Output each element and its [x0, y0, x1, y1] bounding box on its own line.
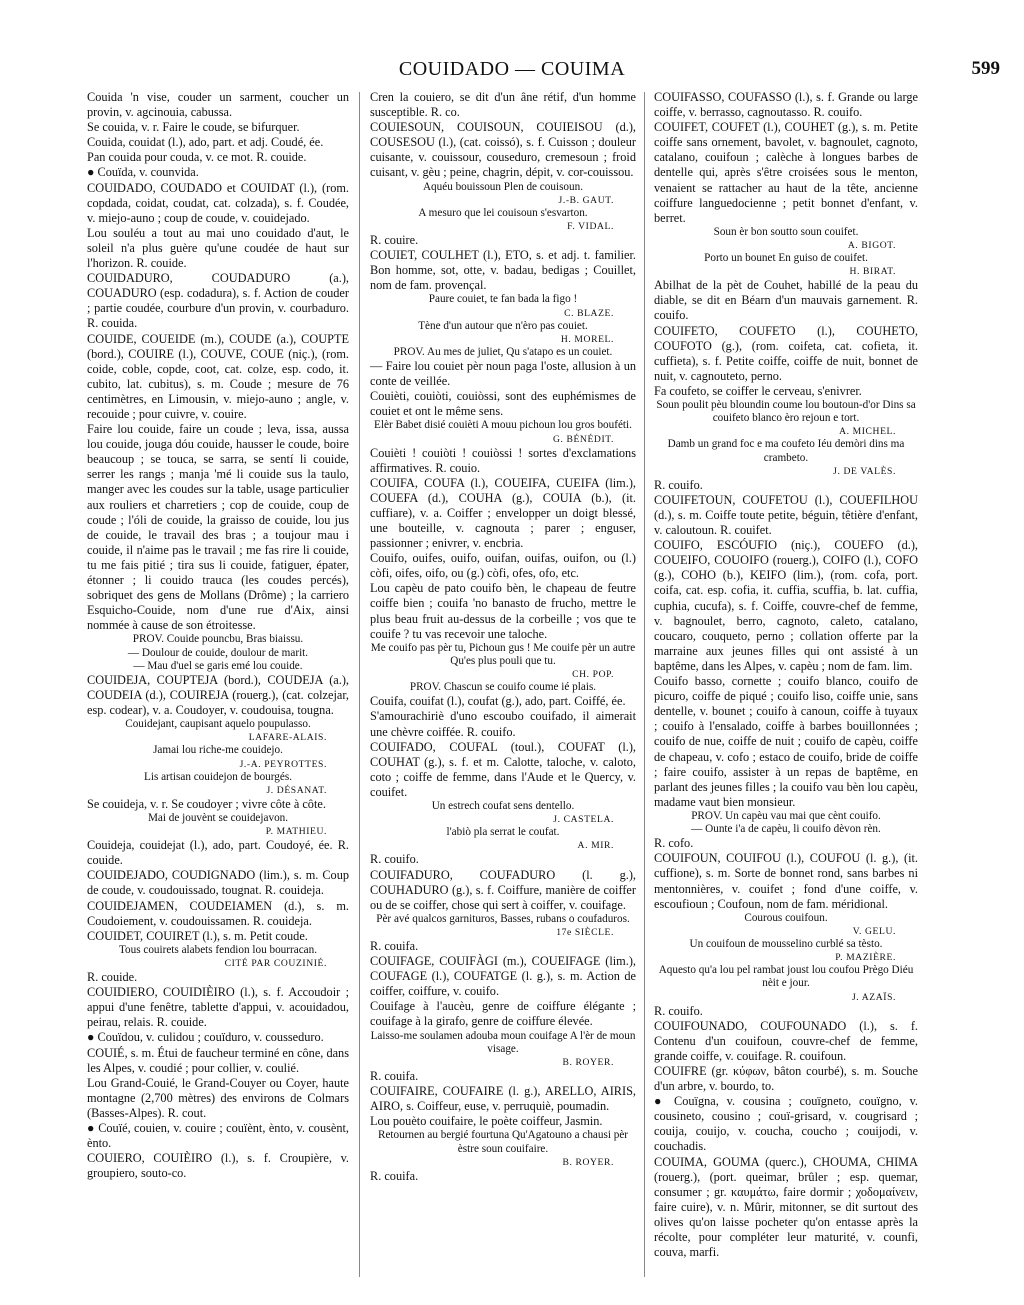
- attribution: J. DÉSANAT.: [266, 784, 327, 796]
- entry-paragraph: Couièti ! couiòti ! couiòssi ! sortes d'exclamations affirmatives. R. couio.: [370, 445, 636, 475]
- entry-paragraph: Couifo basso, cornette ; couifo blanco, couifo de picuro, coiffe de piqué ; couifo liso, coiffe unie, sans dentelle, v. bounet ; couifo à canoun, coiffe à tuyaux ; couifo à l'ensalado, coiffe à barbes bouillonnées ; couifo de nue, coiffe de nuit ; couifo de capèu, coiffe de chapeau, v. cofo ; estaco de couifo, bride de coiffe ; faire couifo, assister à un repas de baptême, en parlant des jeunes filles ; la couifo vau bèn lou capèu, madame vaut bien monsieur.: [654, 674, 918, 809]
- quotation: Soun poulit pèu bloundin coume lou boutoun-d'or Dins sa couifeto blanco èro rejoun e tort.: [656, 399, 916, 425]
- quotation: Me couifo pas pèr tu, Pichoun gus ! Me couife pèr un autre Qu'es plus pouli que tu.: [370, 641, 636, 667]
- entry-paragraph: COUIET, COULHET (l.), ETO, s. et adj. t. familier. Bon homme, sot, otte, v. badau, bedigas ; Couillet, nom de fam. provençal.: [370, 248, 636, 293]
- quotation: Porto un bounet En guiso de couifet.: [704, 252, 868, 265]
- entry-paragraph: Fa coufeto, se coiffer le cerveau, s'enivrer.: [654, 383, 862, 398]
- attribution: LAFARE-ALAIS.: [248, 732, 327, 744]
- quotation: Couidejant, caupisant aquelo poupulasso.: [125, 718, 311, 731]
- quotation: Tène d'un autour que n'èro pas couiet.: [418, 319, 588, 332]
- entry-paragraph: COUIDADO, COUDADO et COUIDAT (l.), (rom. copdada, coidat, coudat, cat. colzada), s. f. Coudée, v. miejo-auno ; coup de coude, v. couidejado.: [87, 180, 349, 225]
- entry-paragraph: COUIDADURO, COUDADURO (a.), COUADURO (esp. codadura), s. f. Action de couder ; partie coudée, courbure d'un provin, v. courbaduro. R. couida.: [87, 271, 349, 331]
- attribution: A. MICHEL.: [839, 426, 896, 438]
- attribution: H. BIRAT.: [849, 266, 896, 278]
- entry-paragraph: COUIFETO, COUFETO (l.), COUHETO, COUFOTO (g.), (rom. coifeta, cat. cofieta, it. cuffieta), s. f. Petite coiffe, coiffe de nuit, bonnet de nuit, v. cagnouteto, perno.: [654, 323, 918, 383]
- entry-paragraph: COUIDEJA, COUPTEJA (bord.), COUDEJA (a.), COUDEIA (d.), COUIREJA (rouerg.), (cat. colzejar, esp. codear), v. a. Coudoyer, v. coudouisa, tougna.: [87, 672, 349, 718]
- attribution: 17e SIÈCLE.: [556, 927, 614, 938]
- quotation: Tous couirets alabets fendion lou bourracan.: [118, 943, 318, 956]
- entry-paragraph: COUIFADO, COUFAL (toul.), COUFAT (l.), COUHAT (g.), s. f. et m. Calotte, taloche, v. caloto, coto ; coiffe de femme, dans l'Aude et le Quercy, v. couifet.: [370, 739, 636, 799]
- entry-paragraph: COUIFOUNADO, COUFOUNADO (l.), s. f. Contenu d'un couifoun, couvre-chef de femme, grande coiffe, v. couifage. R. couifoun.: [654, 1018, 918, 1063]
- entry-paragraph: COUIFASSO, COUFASSO (l.), s. f. Grande ou large coiffe, v. berrasso, cagnoutasso. R. couifo.: [654, 90, 918, 120]
- quotation: Aquesto qu'a lou pel rambat joust lou coufou Prègo Diéu nèit e jour.: [658, 964, 914, 990]
- quotation: Elèr Babet disié couièti A mouu pichoun lou gros bouféti.: [374, 419, 632, 432]
- entry-paragraph: Couifo, ouifes, ouifo, ouifan, ouifas, ouifon, ou (l.) còfi, oifes, oifo, ou (g.) còfi, ofes, ofo, etc.: [370, 551, 636, 581]
- attribution: J. AZAÏS.: [851, 991, 896, 1003]
- column-3: [654, 90, 918, 1285]
- quotation: Pèr avé qualcos garnituros, Basses, rubans o coufaduros.: [376, 912, 630, 925]
- entry-paragraph: R. couifo.: [370, 852, 419, 867]
- page-number: 599: [971, 58, 1000, 79]
- attribution: J. CASTELA.: [553, 814, 614, 826]
- quotation: Laisso-me soulamen adouba moun couifage A l'èr de moun visage.: [370, 1029, 636, 1055]
- attribution: J.-B. GAUT.: [558, 194, 614, 206]
- entry-paragraph: COUIDEJADO, COUDIGNADO (lim.), s. m. Coup de coude, v. coudouissado, tougnat. R. couideja.: [87, 868, 349, 898]
- entry-paragraph: R. couifa.: [370, 1068, 419, 1083]
- attribution: J. DE VALÈS.: [833, 465, 896, 477]
- entry-paragraph: COUIFAGE, COUIFÀGI (m.), COUEIFAGE (lim.), COUFAGE (l.), COUFATGE (l. g.), s. m. Action de coiffer, coiffure, v. couifo.: [370, 954, 636, 999]
- entry-paragraph: Lou Grand-Couié, le Grand-Couyer ou Coyer, haute montagne (2,700 mètres) des environs de Colmars (Basses-Alpes). R. cout.: [87, 1075, 349, 1120]
- quotation: — Mau d'uel se garis emé lou couide.: [133, 659, 303, 672]
- attribution: B. ROYER.: [562, 1056, 614, 1068]
- entry-paragraph: COUIFADURO, COUFADURO (l. g.), COUHADURO (g.), s. f. Coiffure, manière de coiffer ou de se coiffer, chose qui sert à coiffer, v. couifage.: [370, 867, 636, 912]
- entry-paragraph: S'amourachiriè d'uno escoubo couifado, il aimerait une chèvre coiffée. R. couifo.: [370, 709, 636, 739]
- attribution: H. MOREL.: [560, 333, 614, 345]
- attribution: C. BLAZE.: [564, 307, 614, 319]
- quotation: Un estrech coufat sens dentello.: [431, 800, 575, 813]
- entry-paragraph: COUIFAIRE, COUFAIRE (l. g.), ARELLO, AIRIS, AIRO, s. Coiffeur, euse, v. perruquiè, poumadin.: [370, 1084, 636, 1114]
- attribution: P. MAZIÈRE.: [835, 952, 896, 964]
- entry-paragraph: COUIDET, COUIRET (l.), s. m. Petit coude.: [87, 928, 308, 943]
- entry-paragraph: COUIÉ, s. m. Étui de faucheur terminé en cône, dans les Alpes, v. coudié ; pour collier, v. coulié.: [87, 1045, 349, 1075]
- quotation: l'abiò pla serrat le coufat.: [446, 826, 560, 839]
- attribution: CITÉ PAR COUZINIÉ.: [224, 958, 327, 970]
- entry-paragraph: R. couifa.: [370, 939, 419, 953]
- entry-paragraph: Se couideja, v. r. Se coudoyer ; vivre côte à côte.: [87, 796, 326, 811]
- quotation: PROV. Un capèu vau mai que cènt couifo.: [691, 809, 881, 822]
- entry-paragraph: Couièti, couiòti, couiòssi, sont des euphémismes de couiet et ont le même sens.: [370, 389, 636, 419]
- entry-paragraph: Couifa, couifat (l.), coufat (g.), ado, part. Coiffé, ée.: [370, 694, 626, 709]
- entry-paragraph: Faire lou couide, faire un coude ; leva, issa, aussa lou couide, jouga dóu couide, hausser le coude, boire beaucoup ; se touca, se sarra, se sentí li couide, serrer les rangs ; manja 'mé li couide sus la taulo, manger avec les coudes sur la table, usage particulier aux rouliers et charretiers ; cop de couide, coup de coude ; l'óli de couide, la graisso de couide, lou jus de couide, le travail des bras ; a toujour mau i couide, il n'aime pas le travail ; me fas rire li couide, tu me fais pitié ; tira sus li couide, fatiguer, épater, étonner ; li couido trauca (les coudes percés), sobriquet des gens de Mollans (Drôme) ; la carriero Esquicho-Couide, nom d'une rue d'Aix, ainsi nommée à cause de son étroitesse.: [87, 422, 349, 633]
- entry-paragraph: Couideja, couidejat (l.), ado, part. Coudoyé, ée. R. couide.: [87, 838, 349, 868]
- entry-paragraph: Pan couida pour couda, v. ce mot. R. couide.: [87, 150, 307, 165]
- entry-paragraph: Lou souléu a tout au mai uno couidado d'aut, le soleil n'a plus guère qu'une coudée de haut sur l'horizon. R. couide.: [87, 225, 349, 271]
- quotation: Retournen au bergié fourtuna Qu'Agatouno a chausi pèr èstre soun couifaire.: [377, 1129, 629, 1155]
- entry-paragraph: COUIDEJAMEN, COUDEIAMEN (d.), s. m. Coudoiement, v. coudouissamen. R. couideja.: [87, 898, 349, 928]
- entry-paragraph: COUIFA, COUFA (l.), COUEIFA, CUEIFA (lim.), COUEFA (d.), COUHA (g.), COUIA (b.), (it. cuffiare), v. a. Coiffer ; envelopper un doigt blessé, une bouteille, v. cagnouta ; parer ; enguser, passionner ; enivrer, v. encbria.: [370, 475, 636, 551]
- entry-paragraph: COUIMA, GOUMA (querc.), CHOUMA, CHIMA (rouerg.), (port. queimar, brûler ; esp. quemar, consumer ; gr. καυμάτω, faire dormir ; χοδομαίνειν, faire cuire), v. n. Mûrir, mitonner, se dit surtout des olives qu'on laisse pocheter qu'on entasse après la récolte, pour compléter leur maturité, v. counfi, couva, marfi.: [654, 1154, 918, 1260]
- column-2: [370, 90, 636, 1285]
- attribution: G. BÉNÉDIT.: [552, 433, 614, 445]
- entry-paragraph: R. cofo.: [654, 836, 694, 851]
- attribution: P. MATHIEU.: [265, 826, 327, 838]
- entry-paragraph: Couifage à l'aucèu, genre de coiffure élégante ; couifage à la girafo, genre de coiffure élevée.: [370, 999, 636, 1029]
- entry-paragraph: COUIDIERO, COUIDIÈIRO (l.), s. f. Accoudoir ; appui d'une fenêtre, tablette d'appui, v. acouidadou, peirau, relais. R. couide.: [87, 985, 349, 1030]
- attribution: CH. POP.: [572, 669, 614, 681]
- entry-paragraph: COUIERO, COUIÈIRO (l.), s. f. Croupière, v. groupiero, souto-co.: [87, 1151, 349, 1181]
- entry-paragraph: Cren la couiero, se dit d'un âne rétif, d'un homme susceptible. R. co.: [370, 90, 636, 120]
- entry-paragraph: COUIFO, ESCÓUFIO (niç.), COUEFO (d.), COUEIFO, COUOIFO (rouerg.), COIFO (l.), COFO (g.), COHO (b.), KEIFO (lim.), (rom. cofa, port. coifa, cat. esp. cofia, it. cuffia, scuffia, b. lat. cuffia, cuphia, cucufa), s. f. Coiffe, couvre-chef de femme, v. bagnoulet, berro, cagnoto, caleto, catalano, coucaro, couqueto, perno ; collation offerte par la marraine aux jeunes filles qui ont assisté à un baptême, dans les Alpes, v. capèu ; nom de fam. lim.: [654, 538, 918, 673]
- entry-paragraph: — Faire lou couiet pèr noun paga l'oste, allusion à un conte de veillée.: [370, 358, 636, 389]
- quotation: Damb un grand foc e ma coufeto Iéu demòri dins ma crambeto.: [667, 438, 905, 464]
- column-rule-2: [644, 92, 645, 1277]
- quotation: Un couifoun de mousselino curblé sa tèsto.: [689, 937, 883, 950]
- quotation: Aquéu bouissoun Plen de couisoun.: [422, 180, 584, 193]
- quotation: Courous couifoun.: [744, 911, 828, 924]
- attribution: F. VIDAL.: [567, 220, 614, 232]
- attribution: V. GELU.: [852, 925, 896, 937]
- quotation: Soun èr bon soutto soun couifet.: [713, 225, 859, 238]
- entry-paragraph: COUIFETOUN, COUFETOU (l.), COUEFILHOU (d.), s. m. Coiffe toute petite, béguin, têtière d'enfant, v. caloutoun. R. couifet.: [654, 492, 918, 538]
- entry-paragraph: R. couifa.: [370, 1168, 419, 1183]
- entry-paragraph: COUIFOUN, COUIFOU (l.), COUFOU (l. g.), (it. cuffione), s. m. Sorte de bonnet rond, sans barbes ni mentonnières, v. couifet ; fond d'une coiffe, v. escoufioun ; Coufoun, nom de fam. méridional.: [654, 851, 918, 911]
- quotation: — Ounte i'a de capèu, li couifo dèvon rèn.: [691, 823, 881, 836]
- entry-paragraph: Couida, couidat (l.), ado, part. et adj. Coudé, ée.: [87, 135, 324, 150]
- entry-paragraph: COUIESOUN, COUISOUN, COUIEISOU (d.), COUSESOU (l.), (cat. coissó), s. f. Cuisson ; douleur cuisante, v. couissour, couseduro, cremesoun ; froid cuisant, v. gèu ; peine, chagrin, dépit, v. cor-couissou.: [370, 120, 636, 180]
- quotation: Paure couiet, te fan bada la figo !: [428, 293, 578, 306]
- entry-paragraph: Lou capèu de pato couifo bèn, le chapeau de feutre coiffe bien ; couifa 'no banasto de frucho, mettre le plus beau fruit au-dessus de la corbeille ; vos que te couife ? tu vas recevoir une taloche.: [370, 581, 636, 641]
- column-1: [87, 90, 349, 1285]
- quotation: PROV. Couide pouncbu, Bras biaissu.: [132, 633, 304, 646]
- entry-paragraph: ● Couïdou, v. culidou ; couïduro, v. cousseduro.: [87, 1030, 324, 1045]
- quotation: PROV. Chascun se couifo coume ié plais.: [409, 681, 597, 694]
- entry-paragraph: Abilhat de la pèt de Couhet, habillé de la peau du diable, se dit en Béarn d'un mauvais garnement. R. couifo.: [654, 278, 918, 323]
- column-rule-1: [359, 92, 360, 1277]
- running-head: COUIDADO — COUIMA: [398, 58, 626, 80]
- quotation: A mesuro que lei couisoun s'esvarton.: [418, 206, 588, 219]
- quotation: PROV. Au mes de juliet, Qu s'atapo es un couiet.: [393, 345, 613, 358]
- entry-paragraph: ● Couïé, couien, v. couire ; couïènt, ènto, v. cousènt, ènto.: [87, 1120, 349, 1151]
- entry-paragraph: Couida 'n vise, couder un sarment, coucher un provin, v. agcinouia, cabussa.: [87, 90, 349, 120]
- entry-paragraph: COUIDE, COUEIDE (m.), COUDE (a.), COUPTE (bord.), COUIRE (l.), COUVE, COUE (niç.), (rom. coide, coble, copde, coot, cat. colze, esp. codo, it. cubito, lat. cubitus), s. m. Coude ; mesure de 76 centimètres, en Limousin, v. miejo-auno ; angle, v. recouide ; pour cuivre, v. couire.: [87, 331, 349, 421]
- entry-paragraph: R. couire.: [370, 232, 419, 247]
- entry-paragraph: R. couifo.: [654, 1003, 703, 1018]
- entry-paragraph: Se couida, v. r. Faire le coude, se bifurquer.: [87, 120, 300, 135]
- entry-paragraph: ● Couïgna, v. cousina ; couïgneto, couïgno, v. cousineto, cousino ; couï-grisard, v. cougrisard ; couija, couijo, v. coucha, coucho ; couijodi, v. couchadis.: [654, 1094, 918, 1154]
- quotation: Mai de jouvènt se couidejavon.: [147, 811, 289, 824]
- attribution: A. MIR.: [577, 840, 614, 852]
- entry-paragraph: R. couide.: [87, 970, 138, 985]
- quotation: Lis artisan couidejon de bourgés.: [144, 770, 292, 783]
- entry-paragraph: COUIFET, COUFET (l.), COUHET (g.), s. m. Petite coiffe sans ornement, bavolet, v. bagnoulet, cagnoto, catalano, couifoun ; calèche à longues barbes de dentelle qui, après s'être croisées sous le menton, venaient se rattacher au haut de la tête, ancienne coiffure languedocienne ; petit bonnet d'enfant, v. berret.: [654, 120, 918, 225]
- attribution: A. BIGOT.: [847, 240, 896, 252]
- entry-paragraph: Lou pouèto couifaire, le poète coiffeur, Jasmin.: [370, 1114, 603, 1129]
- attribution: J.-A. PEYROTTES.: [239, 758, 327, 770]
- quotation: — Doulour de couide, doulour de marit.: [127, 646, 309, 659]
- quotation: Jamai lou riche-me couidejo.: [153, 744, 283, 757]
- entry-paragraph: R. couifo.: [654, 477, 703, 492]
- entry-paragraph: ● Couïda, v. counvida.: [87, 165, 199, 180]
- entry-paragraph: COUIFRE (gr. κύφων, bâton courbé), s. m. Souche d'un arbre, v. bourdo, to.: [654, 1063, 918, 1094]
- attribution: B. ROYER.: [562, 1156, 614, 1168]
